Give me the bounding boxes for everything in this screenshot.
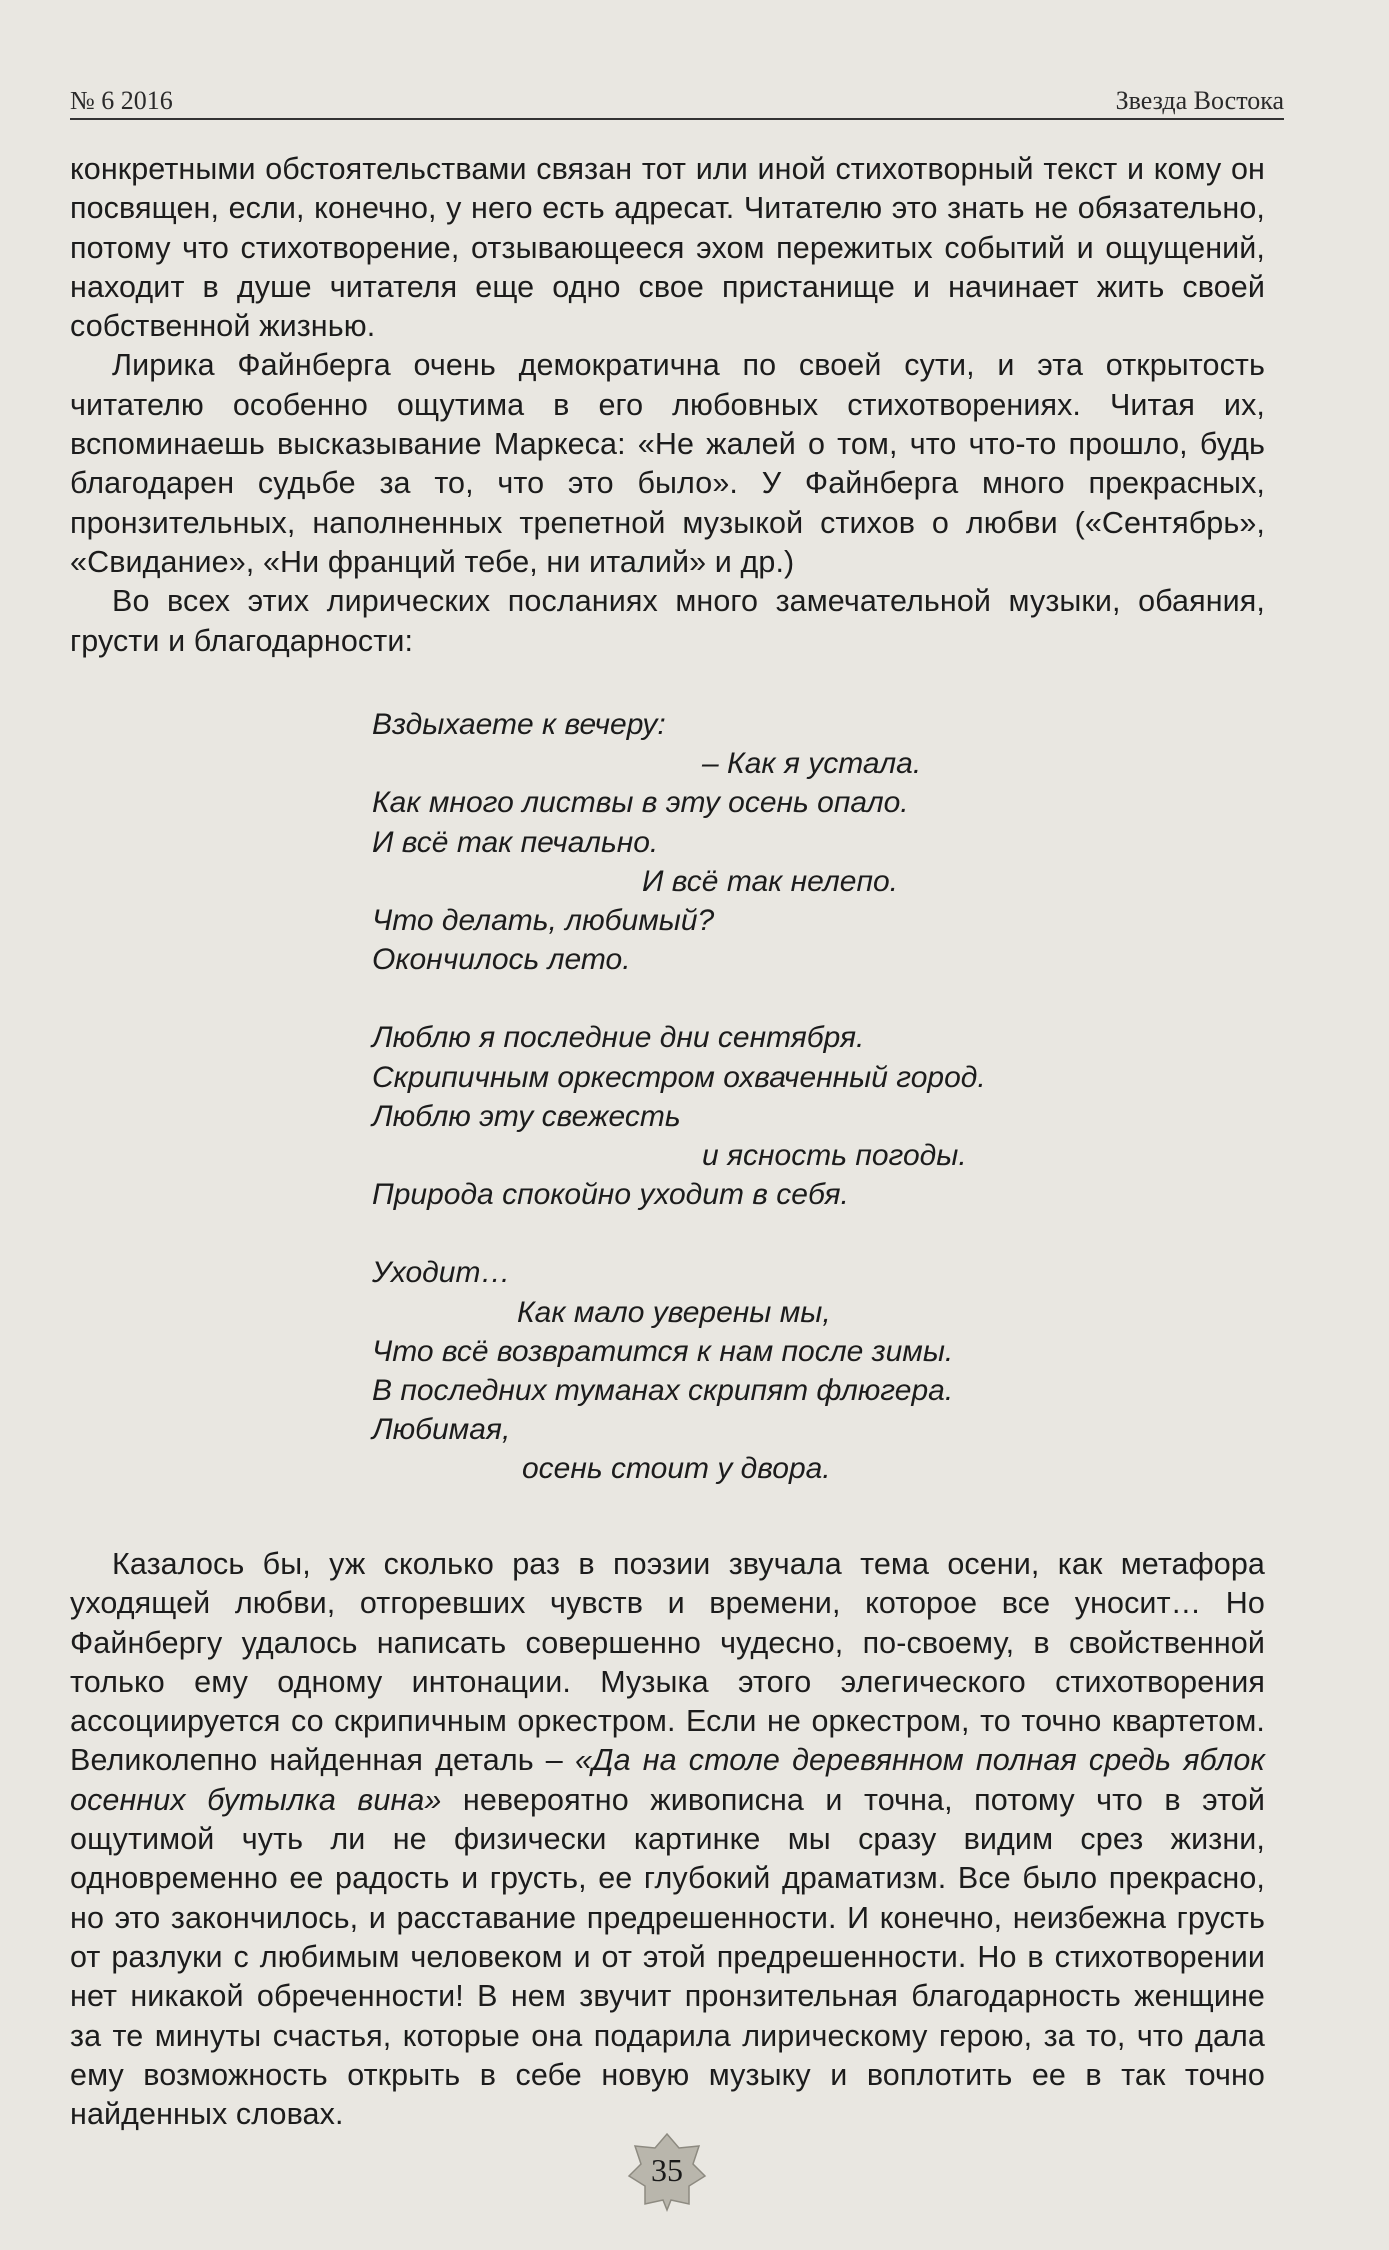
upper-text — [70, 150, 1265, 661]
stanza-gap — [372, 979, 992, 1018]
issue-number: № 6 2016 — [70, 86, 173, 115]
lower-text — [70, 1545, 1265, 2134]
poem-line: Любимая, — [372, 1413, 511, 1447]
poem-line: Люблю эту свежесть — [372, 1099, 681, 1133]
poem — [372, 705, 992, 1489]
poem-line: Как мало уверены мы, — [517, 1295, 831, 1329]
header-rule — [70, 118, 1284, 120]
poem-line: Скрипичным оркестром охваченный город. — [372, 1060, 986, 1094]
paragraph-1: конкретными обстоятельствами связан тот или иной стихотворный текст и кому он посвящен, если, конечно, у него есть адресат. Читателю это знать не обязательно, потому что стихотворение, отзывающееся эхом пережитых событий и ощущений, находит в душе читателя еще одно свое пристанище и начинает жить своей собственной жизнью. — [70, 152, 1265, 344]
poem-line: Природа спокойно уходит в себя. — [372, 1178, 849, 1212]
paragraph-3: Во всех этих лирических посланиях много замечательной музыки, обаяния, грусти и благодарности: — [70, 584, 1265, 658]
poem-line: Окончилось лето. — [372, 943, 631, 977]
paragraph-2: Лирика Файнберга очень демократична по своей сути, и эта открытость читателю особенно ощутима в его любовных стихотворениях. Читая их, вспоминаешь высказывание Маркеса: «Не жалей о том, что что-то прошло, будь благодарен судьбе за то, что это было». У Файнберга много прекрасных, пронзительных, наполненных трепетной музыкой стихов о любви («Сентябрь», «Свидание», «Ни франций тебе, ни италий» и др.) — [70, 348, 1265, 579]
poem-line: В последних туманах скрипят флюгера. — [372, 1374, 954, 1408]
poem-line: Как много листвы в эту осень опало. — [372, 786, 909, 820]
stanza-gap — [372, 1214, 992, 1253]
paragraph-4-quote: «Да на столе деревянном полная средь яблок осенних бутылка вина» — [70, 1743, 1265, 1817]
poem-line: – Как я устала. — [702, 747, 922, 781]
poem-line: Уходит… — [372, 1256, 511, 1290]
poem-line: И всё так нелепо. — [642, 864, 898, 898]
paragraph-4-start: Казалось бы, уж сколько раз в поэзии звучала тема осени, как метафора уходящей любви, отгоревших чувств и времени, которое все уносит… Но Файнбергу удалось написать совершенно чудесно, по-своему, в свойственной только ему одному интонации. Музыка этого элегического стихотворения ассоциируется со скрипичным оркестром. Если не оркестром, то точно квартетом. Великолепно найденная деталь – — [70, 1547, 1265, 1778]
poem-line: и ясность погоды. — [702, 1139, 967, 1173]
poem-line: И всё так печально. — [372, 825, 659, 859]
paragraph-4-end: невероятно живописна и точна, потому что в этой ощутимой чуть ли не физически картинке мы сразу видим срез жизни, одновременно ее радость и грусть, ее глубокий драматизм. Все было прекрасно, но это закончилось, и расставание предрешенности. И конечно, неизбежна грусть от разлуки с любимым человеком и от этой предрешенности. Но в стихотворении нет никакой обреченности! В нем звучит пронзительная благодарность женщине за те минуты счастья, которые она подарила лирическому герою, за то, что дала ему возможность открыть в себе новую музыку и воплотить ее в так точно найденных словах. — [70, 1782, 1265, 2132]
paragraph-4 — [70, 1545, 1265, 2134]
poem-line: Люблю я последние дни сентября. — [372, 1021, 865, 1055]
page-number: 35 — [651, 2152, 683, 2188]
poem-line: Что делать, любимый? — [372, 904, 715, 938]
poem-line: Что всё возвратится к нам после зимы. — [372, 1334, 954, 1368]
page-number-badge — [627, 2132, 707, 2212]
poem-line: Вздыхаете к вечеру: — [372, 708, 666, 741]
running-head — [70, 80, 1284, 116]
poem-line: осень стоит у двора. — [522, 1452, 831, 1486]
journal-title: Звезда Востока — [1115, 86, 1284, 115]
